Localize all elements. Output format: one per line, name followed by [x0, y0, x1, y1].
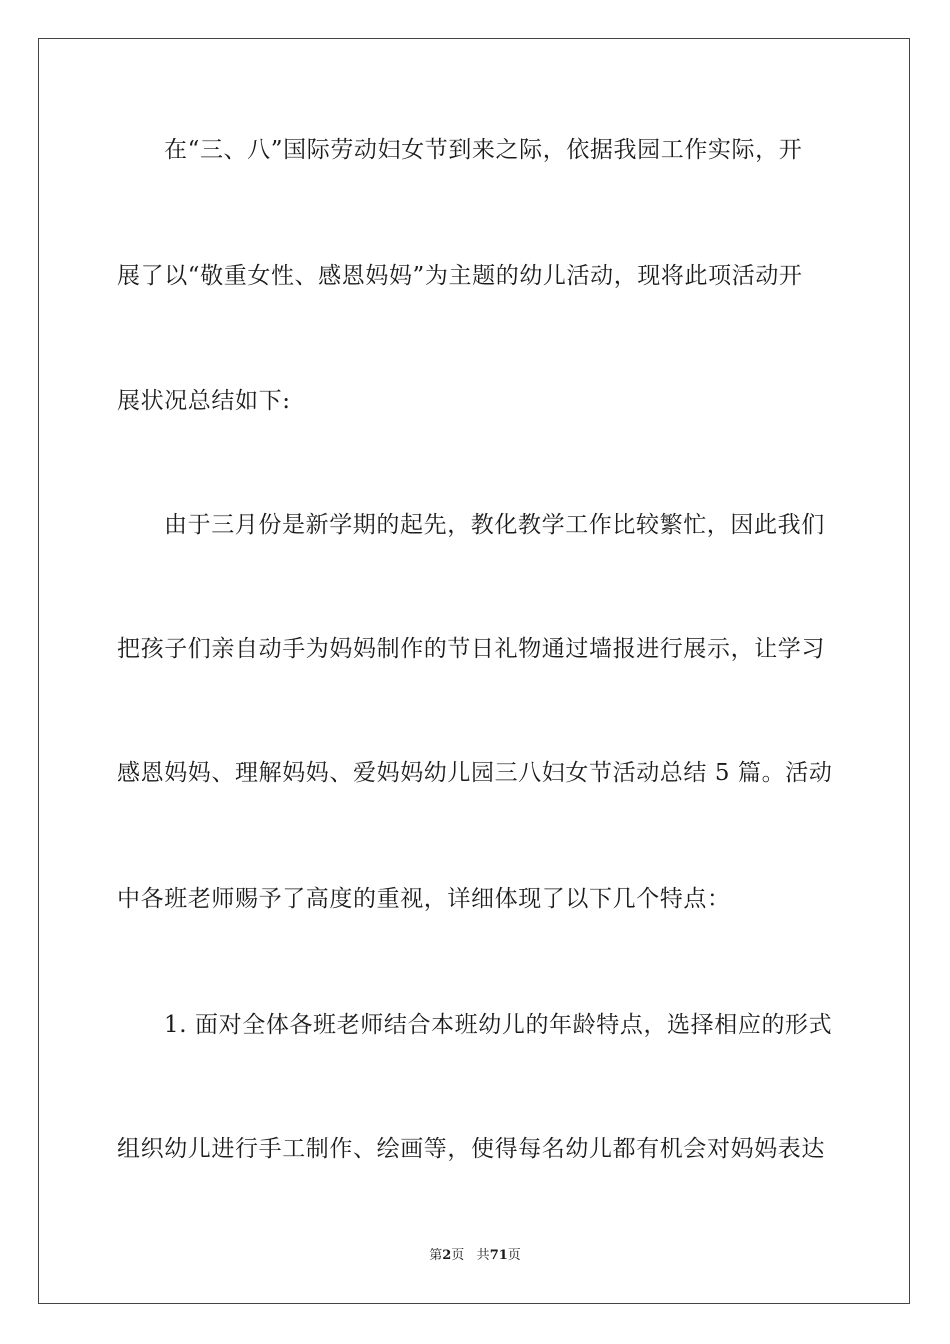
paragraph-line: 把孩子们亲自动手为妈妈制作的节日礼物通过墙报进行展示，让学习	[117, 636, 825, 662]
page-footer	[0, 1247, 950, 1265]
page-border	[38, 38, 910, 1304]
list-item-line: 1. 面对全体各班老师结合本班幼儿的年龄特点，选择相应的形式	[164, 1012, 833, 1038]
paragraph-line: 在“三、八”国际劳动妇女节到来之际，依据我园工作实际，开	[164, 137, 803, 163]
paragraph-line: 感恩妈妈、理解妈妈、爱妈妈幼儿园三八妇女节活动总结 5 篇。活动	[117, 760, 833, 786]
paragraph-line: 由于三月份是新学期的起先，教化教学工作比较繁忙，因此我们	[164, 512, 825, 538]
paragraph-line: 组织幼儿进行手工制作、绘画等，使得每名幼儿都有机会对妈妈表达	[117, 1136, 825, 1162]
total-pages: 71	[489, 1248, 508, 1263]
page-number: 2	[442, 1248, 452, 1263]
page-prefix: 第	[429, 1248, 443, 1263]
total-prefix: 共	[476, 1248, 490, 1263]
paragraph-line: 中各班老师赐予了高度的重视，详细体现了以下几个特点：	[117, 886, 731, 912]
page-suffix: 页	[451, 1248, 465, 1263]
paragraph-line: 展了以“敬重女性、感恩妈妈”为主题的幼儿活动，现将此项活动开	[117, 263, 803, 289]
total-suffix: 页	[507, 1248, 521, 1263]
paragraph-line: 展状况总结如下:	[117, 388, 291, 414]
